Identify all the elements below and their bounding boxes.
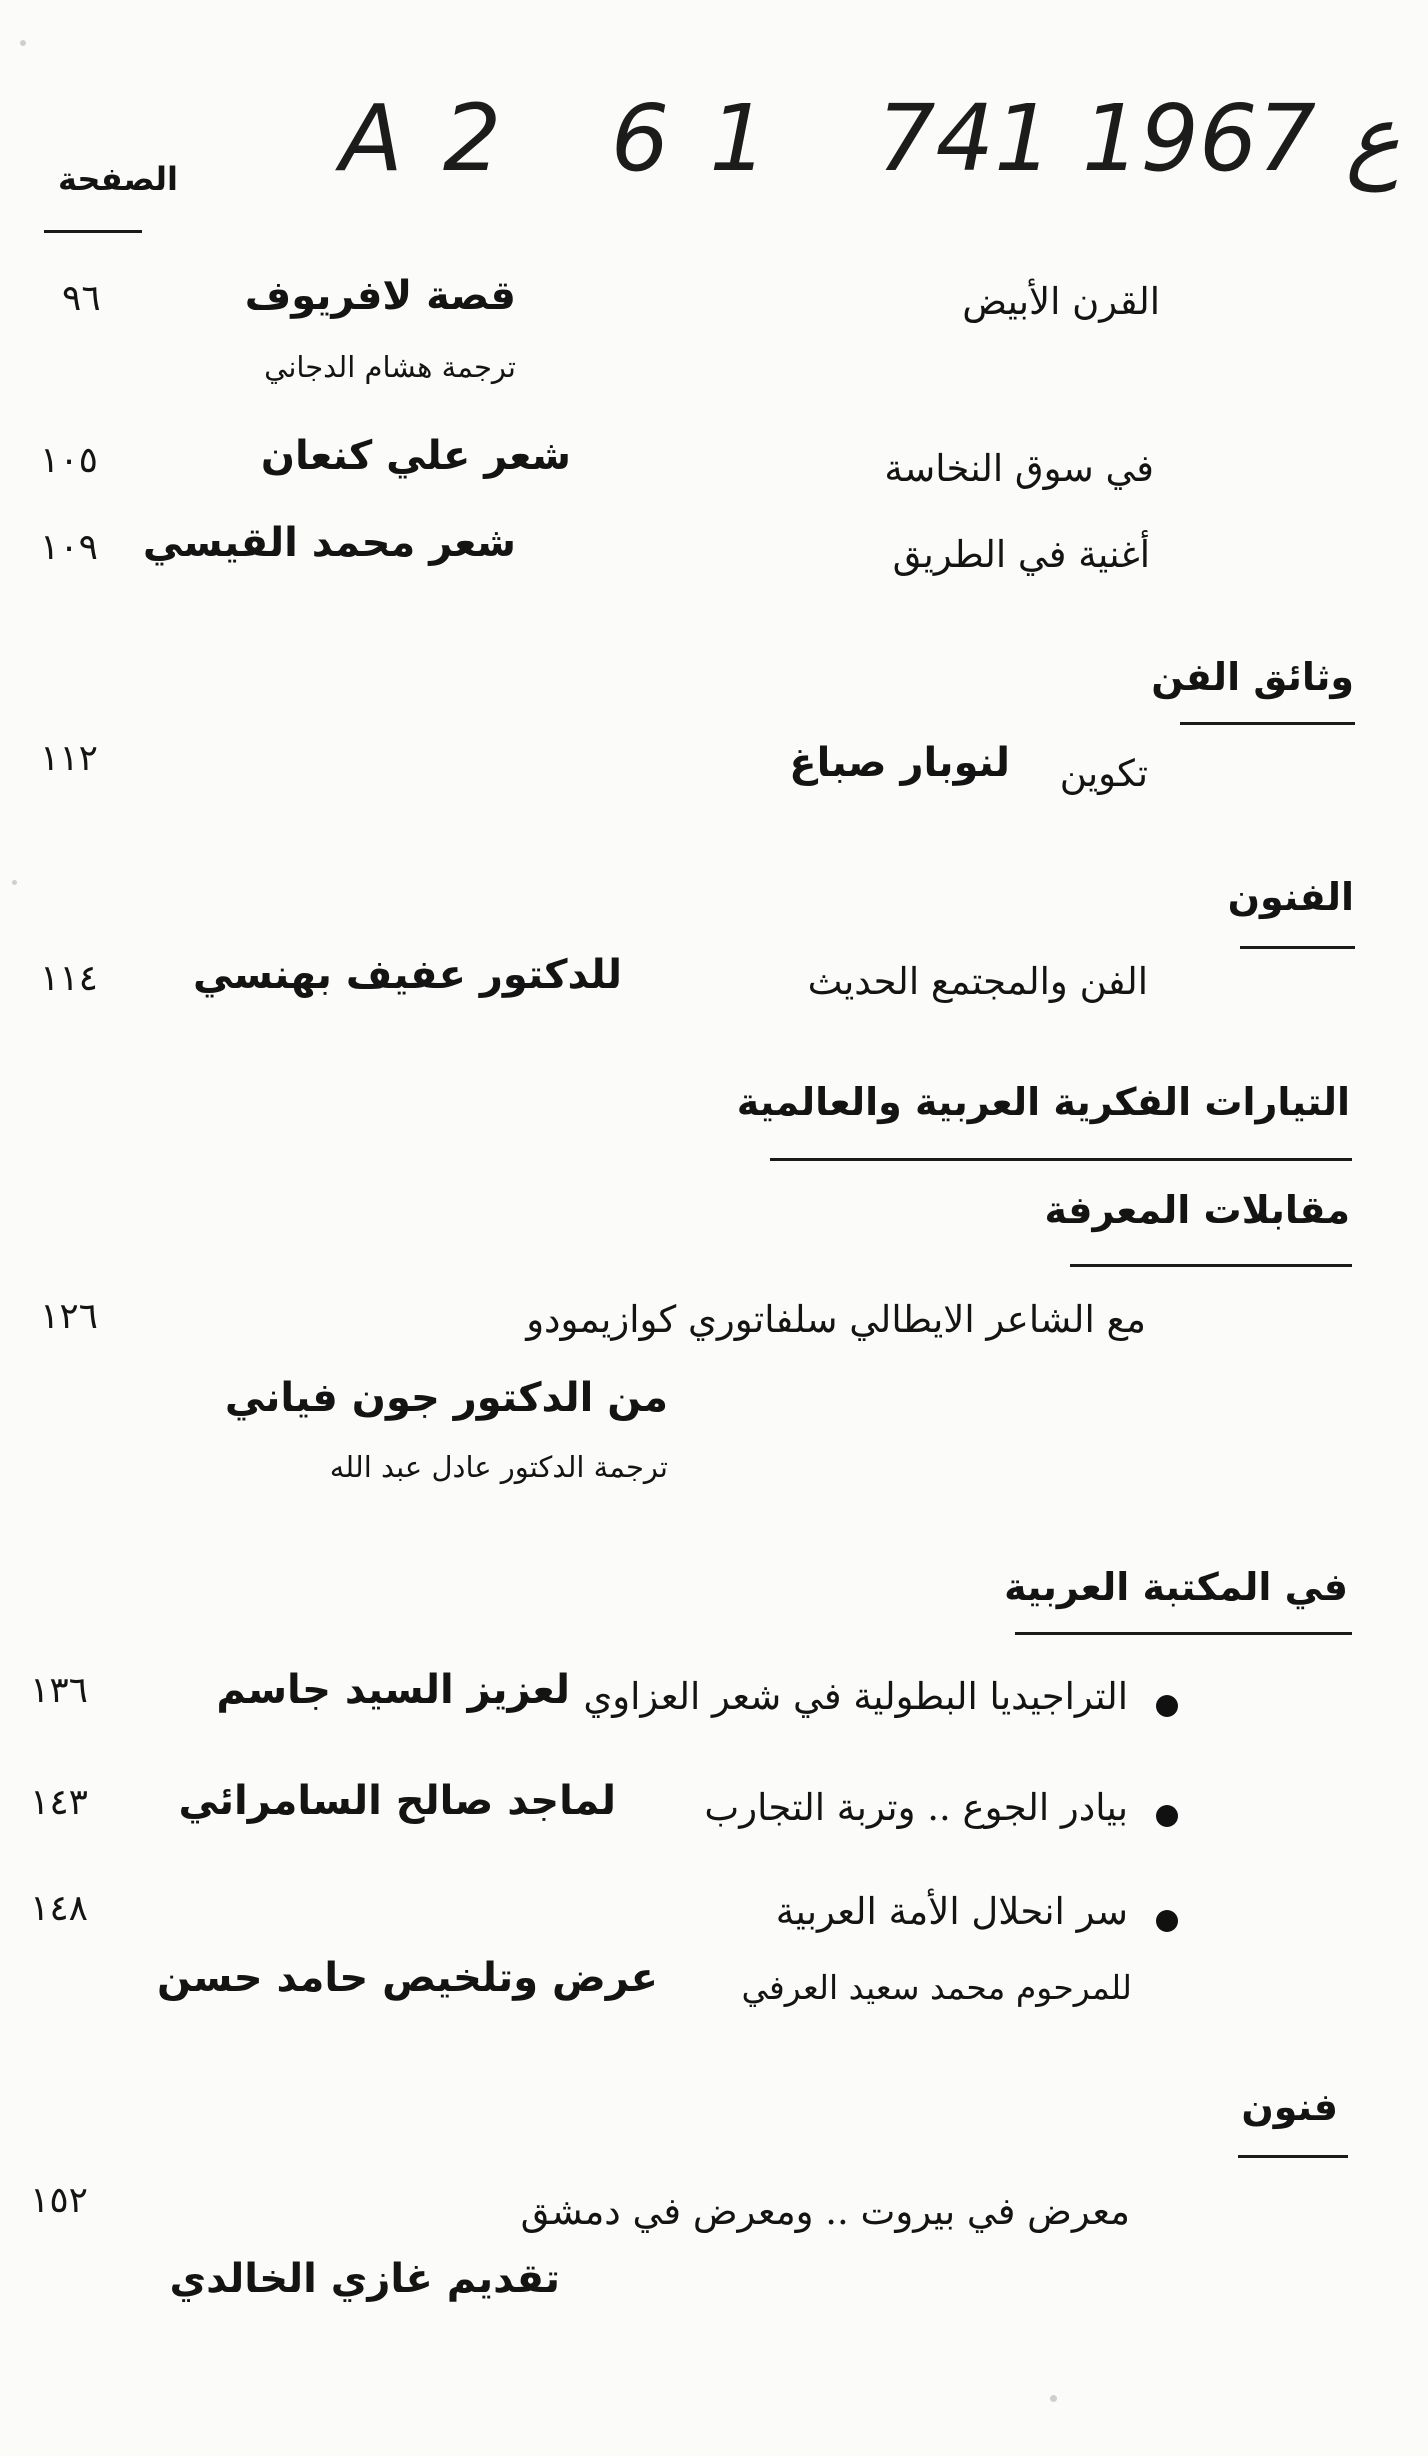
entry-author: عرض وتلخيص حامد حسن — [157, 1955, 658, 2001]
entry-author: قصة لافريوف — [244, 273, 516, 319]
entry-title: أغنية في الطريق — [892, 533, 1150, 576]
bullet — [1156, 1695, 1178, 1717]
entry-author: لعزيز السيد جاسم — [216, 1667, 570, 1713]
entry-title-name: لنوبار صباغ — [789, 740, 1010, 786]
entry-title: القرن الأبيض — [962, 280, 1160, 323]
entry-title: سر انحلال الأمة العربية — [775, 1890, 1128, 1933]
handwritten-catalog-note: A2 61 ع 1967 741 — [340, 85, 1401, 192]
entry-title: الفن والمجتمع الحديث — [807, 960, 1148, 1003]
entry-title: بيادر الجوع .. وتربة التجارب — [704, 1786, 1128, 1829]
entry-author: للدكتور عفيف بهنسي — [192, 952, 622, 998]
page-number: ١٢٦ — [40, 1296, 99, 1337]
scan-speck — [12, 880, 17, 885]
scan-speck — [20, 40, 26, 46]
page-number: ١٤٣ — [30, 1782, 89, 1823]
entry-title-prefix: تكوين — [1059, 752, 1148, 795]
section-heading-arab-library: في المكتبة العربية — [1004, 1565, 1348, 1609]
entry-translator: ترجمة هشام الدجاني — [264, 350, 516, 384]
section-heading-arts: الفنون — [1227, 875, 1354, 919]
entry-author: من الدكتور جون فياني — [224, 1375, 668, 1421]
section-heading-interviews: مقابلات المعرفة — [1044, 1188, 1350, 1232]
section-rule — [1070, 1264, 1352, 1267]
entry-translator: ترجمة الدكتور عادل عبد الله — [329, 1450, 668, 1484]
entry-author: لماجد صالح السامرائي — [178, 1778, 616, 1824]
entry-title: مع الشاعر الايطالي سلفاتوري كوازيمودو — [526, 1298, 1146, 1341]
page-number: ١٠٩ — [40, 527, 99, 568]
section-rule — [1238, 2155, 1348, 2158]
section-rule — [770, 1158, 1352, 1161]
entry-title: في سوق النخاسة — [884, 447, 1154, 490]
section-heading-documents: وثائق الفن — [1151, 655, 1354, 699]
page-number: ٩٦ — [62, 278, 101, 319]
page-number: ١٠٥ — [40, 440, 99, 481]
page-column-header: الصفحة — [57, 160, 178, 198]
page-number: ١٥٢ — [30, 2180, 89, 2221]
page-number: ١١٤ — [40, 958, 99, 999]
section-rule — [1180, 722, 1355, 725]
entry-subtitle: للمرحوم محمد سعيد العرفي — [741, 1968, 1132, 2007]
section-rule — [1015, 1632, 1352, 1635]
section-heading-arts-2: فنون — [1241, 2085, 1338, 2129]
entry-title: معرض في بيروت .. ومعرض في دمشق — [520, 2190, 1130, 2233]
entry-author: شعر محمد القيسي — [142, 520, 516, 566]
entry-title: التراجيديا البطولية في شعر العزاوي — [583, 1675, 1128, 1718]
section-rule — [1240, 946, 1355, 949]
entry-author: تقديم غازي الخالدي — [169, 2256, 560, 2302]
entry-author: شعر علي كنعان — [260, 433, 571, 479]
page-number: ١٤٨ — [30, 1888, 89, 1929]
page-number: ١١٢ — [40, 738, 99, 779]
scan-speck — [1050, 2395, 1057, 2402]
bullet — [1156, 1910, 1178, 1932]
page-column-header-rule — [44, 230, 142, 233]
section-heading-intellectual-currents: التيارات الفكرية العربية والعالمية — [736, 1080, 1350, 1124]
page-number: ١٣٦ — [30, 1670, 89, 1711]
bullet — [1156, 1805, 1178, 1827]
